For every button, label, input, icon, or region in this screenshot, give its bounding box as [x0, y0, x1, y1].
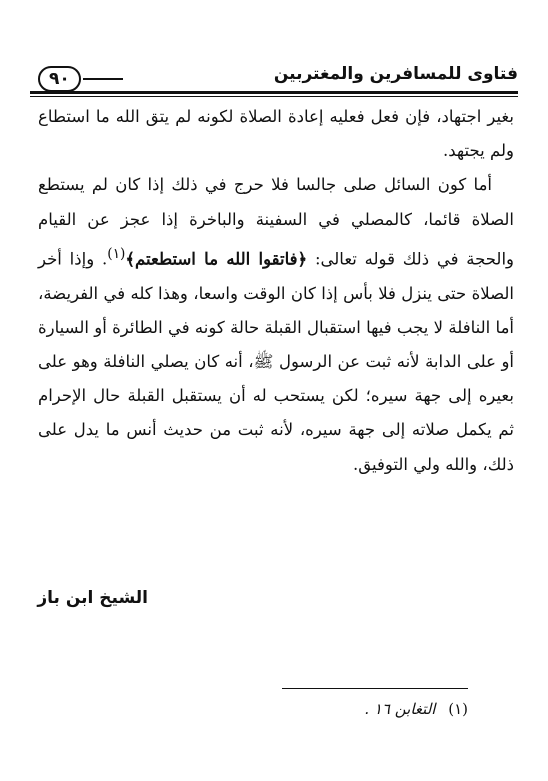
paragraph-2-intro: أما كون السائل صلى جالسا فلا حرج في ذلك إذا كان لم يستطع الصلاة قائما، كالمصلي في السفينة والباخرة إذا عجز عن القيام والحجة في ذلك قوله تعالى: [38, 175, 514, 269]
author-signature: الشيخ ابن باز [37, 588, 148, 608]
page-number-divider [83, 78, 123, 80]
footnote-rule [282, 688, 468, 689]
paragraph-1: بغير اجتهاد، فإن فعل فعليه إعادة الصلاة لكونه لم يتق الله ما استطاع ولم يجتهد. [38, 107, 514, 161]
footnote [300, 700, 468, 718]
header-rule-thick [30, 91, 518, 94]
book-title: فتاوى للمسافرين والمغتربين [273, 64, 518, 84]
page-number: ٩٠ [38, 66, 81, 92]
footnote-reference: التغابن ١٦ . [364, 700, 436, 718]
page-number-badge [38, 66, 123, 92]
header-rule-thin [30, 96, 518, 97]
footnote-number: (١) [448, 700, 468, 718]
paragraph-2-rest: . وإذا أخر الصلاة حتى ينزل فلا بأس إذا كان الوقت واسعا، وهذا كله في الفريضة، أما النافلة لا يجب فيها استقبال القبلة حالة كونه في الطائرة أو السيارة أو على الدابة لأنه ثبت عن الرسول ﷺ، أنه كان يصلي النافلة وهو على بعيره إلى جهة سيره؛ لكن يستحب له أن يستقبل القبلة حال الإحرام ثم يكمل صلاته إلى جهة سيره، لأنه ثبت من حديث أنس ما يدل على ذلك، والله ولي التوفيق. [38, 249, 514, 474]
fatwa-body [38, 100, 514, 482]
footnote-marker: (١) [107, 245, 126, 262]
quran-verse: ﴿فاتقوا الله ما استطعتم﴾ [125, 249, 308, 269]
paragraph-2 [38, 168, 514, 481]
